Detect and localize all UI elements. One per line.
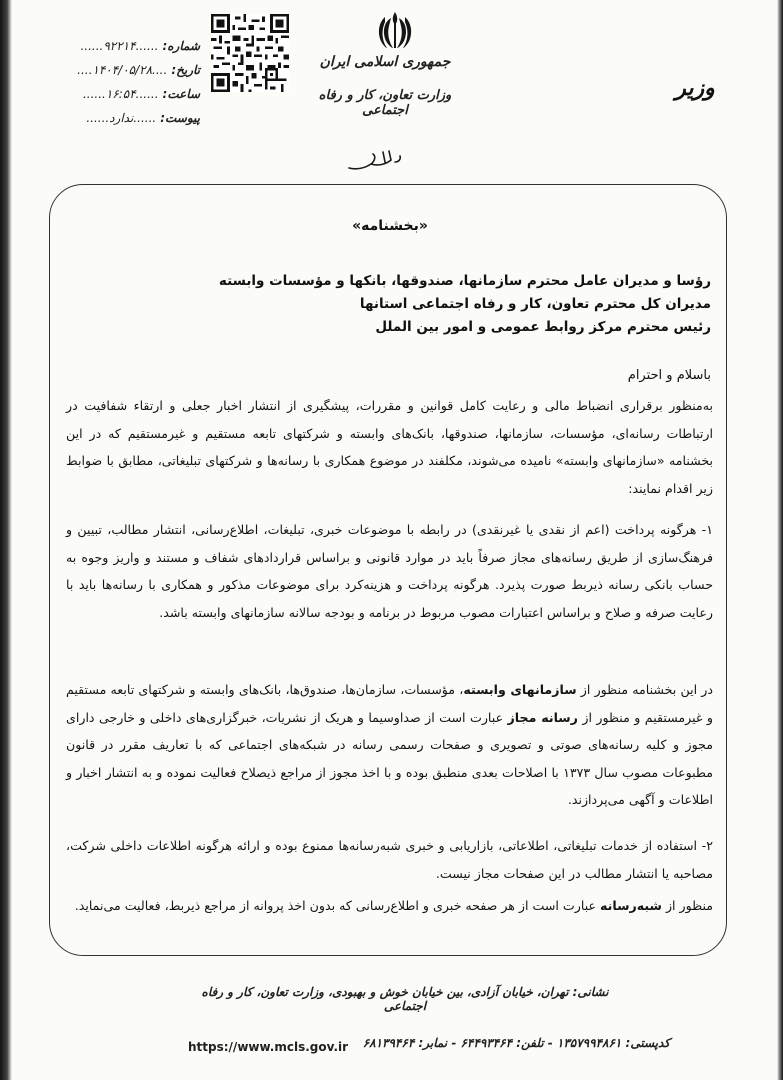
country-name: جمهوری اسلامی ایران	[319, 54, 451, 70]
iran-emblem-icon	[372, 8, 418, 54]
number-row	[50, 34, 200, 58]
intro-paragraph: به‌منظور برقراری انضباط مالی و رعایت کامل قوانین و مقررات، پیشگیری از انتشار اخبار جعلی و ارتقاء شفافیت در ارتباطات رسانه‌ای، مؤسسات، سازمانها، صندوقها، بانک‌های وابسته و شرکتهای تابعه مستقیم و غیرمستقیم که در این بخشنامه «سازمانهای وابسته» نامیده می‌شوند، مکلفند در موضوع همکاری با رسانه‌ها و شرکتهای تبلیغاتی، مطابق با ضوابط زیر اقدام نمایند:	[66, 398, 713, 496]
footer-address: نشانی: تهران، خیابان آزادی، بین خیابان خوش و بهبودی، وزارت تعاون، کار و رفاه اجتماعی	[201, 985, 609, 1013]
number-label: شماره:	[162, 39, 200, 53]
recipient-line: رئیس محترم مرکز روابط عمومی و امور بین الملل	[375, 319, 711, 335]
footer-contact: کدپستی: ۱۳۵۷۹۹۴۸۶۱ - تلفن: ۶۴۴۹۳۴۶۴ - نمابر: ۶۸۱۳۹۴۶۴	[362, 1036, 670, 1050]
clause-2-paragraph: ۲- استفاده از خدمات تبلیغاتی، اطلاعاتی، بازاریابی و خبری شبه‌رسانه‌ها ممنوع بوده و ارائه هرگونه اطلاعات داخلی شرکت، مصاحبه یا انتشار مطالب در این صفحات مجاز نیست.	[66, 838, 713, 881]
recipients-block	[71, 270, 711, 339]
defined-term-affiliated: سازمانهای وابسته	[463, 682, 577, 697]
attachment-row	[50, 106, 200, 130]
recipient-line: رؤسا و مدیران عامل محترم سازمانها، صندوقها، بانکها و مؤسسات وابسته	[218, 273, 711, 289]
minister-title: وزیر	[675, 76, 715, 101]
definition-text: ، مؤسسات، سازمان‌ها، صندوق‌ها، بانک‌های وابسته و شرکتهای تابعه مستقیم و غیرمستقیم و منظور از	[66, 682, 713, 725]
definition-text: عبارت است از صداوسیما و هریک از نشریات، خبرگزاری‌های داخلی و خارجی دارای مجوز و کلیه رسانه‌های صوتی و تصویری و صفحات رسمی رسانه در شبکه‌های اجتماعی که با تعاریف مقرر در قانون مطبوعات مصوب سال ۱۳۷۳ با اصلاحات بعدی منطبق بوده و با اخذ مجوز از مراجع ذیصلاح فعالیت نموده و به انتشار اخبار و اطلاعات و آگهی می‌پردازند.	[66, 709, 714, 807]
greeting: باسلام و احترام	[627, 368, 711, 383]
ministry-name: وزارت تعاون، کار و رفاه اجتماعی	[318, 88, 452, 118]
scan-edge-right	[777, 0, 783, 1080]
defined-term-pseudo-media: شبه‌رسانه	[600, 898, 662, 913]
circular-title: «بخشنامه»	[352, 218, 428, 234]
date-row	[50, 58, 200, 82]
scan-edge-left	[0, 0, 12, 1080]
time-value: ......۱۶:۵۴......	[82, 87, 159, 101]
clause-1-paragraph: ۱- هرگونه پرداخت (اعم از نقدی یا غیرنقدی) در رابطه با موضوعات خبری، تبلیغات، اطلاع‌رسانی، انتشار مطالب، تبیین و فرهنگ‌سازی از طریق رسانه‌های مجاز صرفاً باید در موارد قانونی و براساس قراردادهای شفاف و مستند و واریز وجوه به حساب بانکی رسانه ذیربط صورت پذیرد. هرگونه پرداخت و هزینه‌کرد برای موضوعات مذکور و همکاری با رسانه‌ها باید با رعایت صرفه و صلاح و براساس اعتبارات مصوب مربوط در برنامه و بودجه سالانه سازمانهای وابسته باشد.	[66, 522, 713, 620]
defined-term-media: رسانه مجاز	[507, 709, 578, 725]
qr-code-icon	[211, 14, 289, 92]
number-value: ......۹۲۲۱۴......	[80, 39, 159, 53]
pseudo-media-definition	[66, 892, 713, 920]
attachment-label: پیوست:	[160, 111, 200, 125]
website-link[interactable]: https://www.mcls.gov.ir	[188, 1040, 349, 1054]
letter-meta	[50, 34, 200, 130]
recipient-line: مدیران کل محترم تعاون، کار و رفاه اجتماعی استانها	[359, 296, 711, 312]
definition-text: در این بخشنامه منظور از	[576, 682, 713, 697]
time-label: ساعت:	[162, 87, 200, 101]
date-value: ....۱۴۰۴/۰۵/۲۸....	[77, 63, 168, 77]
attachment-value: ......ندارد......	[86, 111, 157, 125]
definition-text: عبارت است از هر صفحه خبری و اطلاع‌رسانی که بدون اخذ پروانه از مراجع ذیربط، فعالیت می‌نماید.	[74, 898, 601, 913]
definition-text: منظور از	[661, 898, 713, 913]
time-row	[50, 82, 200, 106]
definition-paragraph	[66, 676, 713, 814]
date-label: تاریخ:	[171, 63, 200, 77]
calligraphy-signature	[345, 148, 405, 174]
